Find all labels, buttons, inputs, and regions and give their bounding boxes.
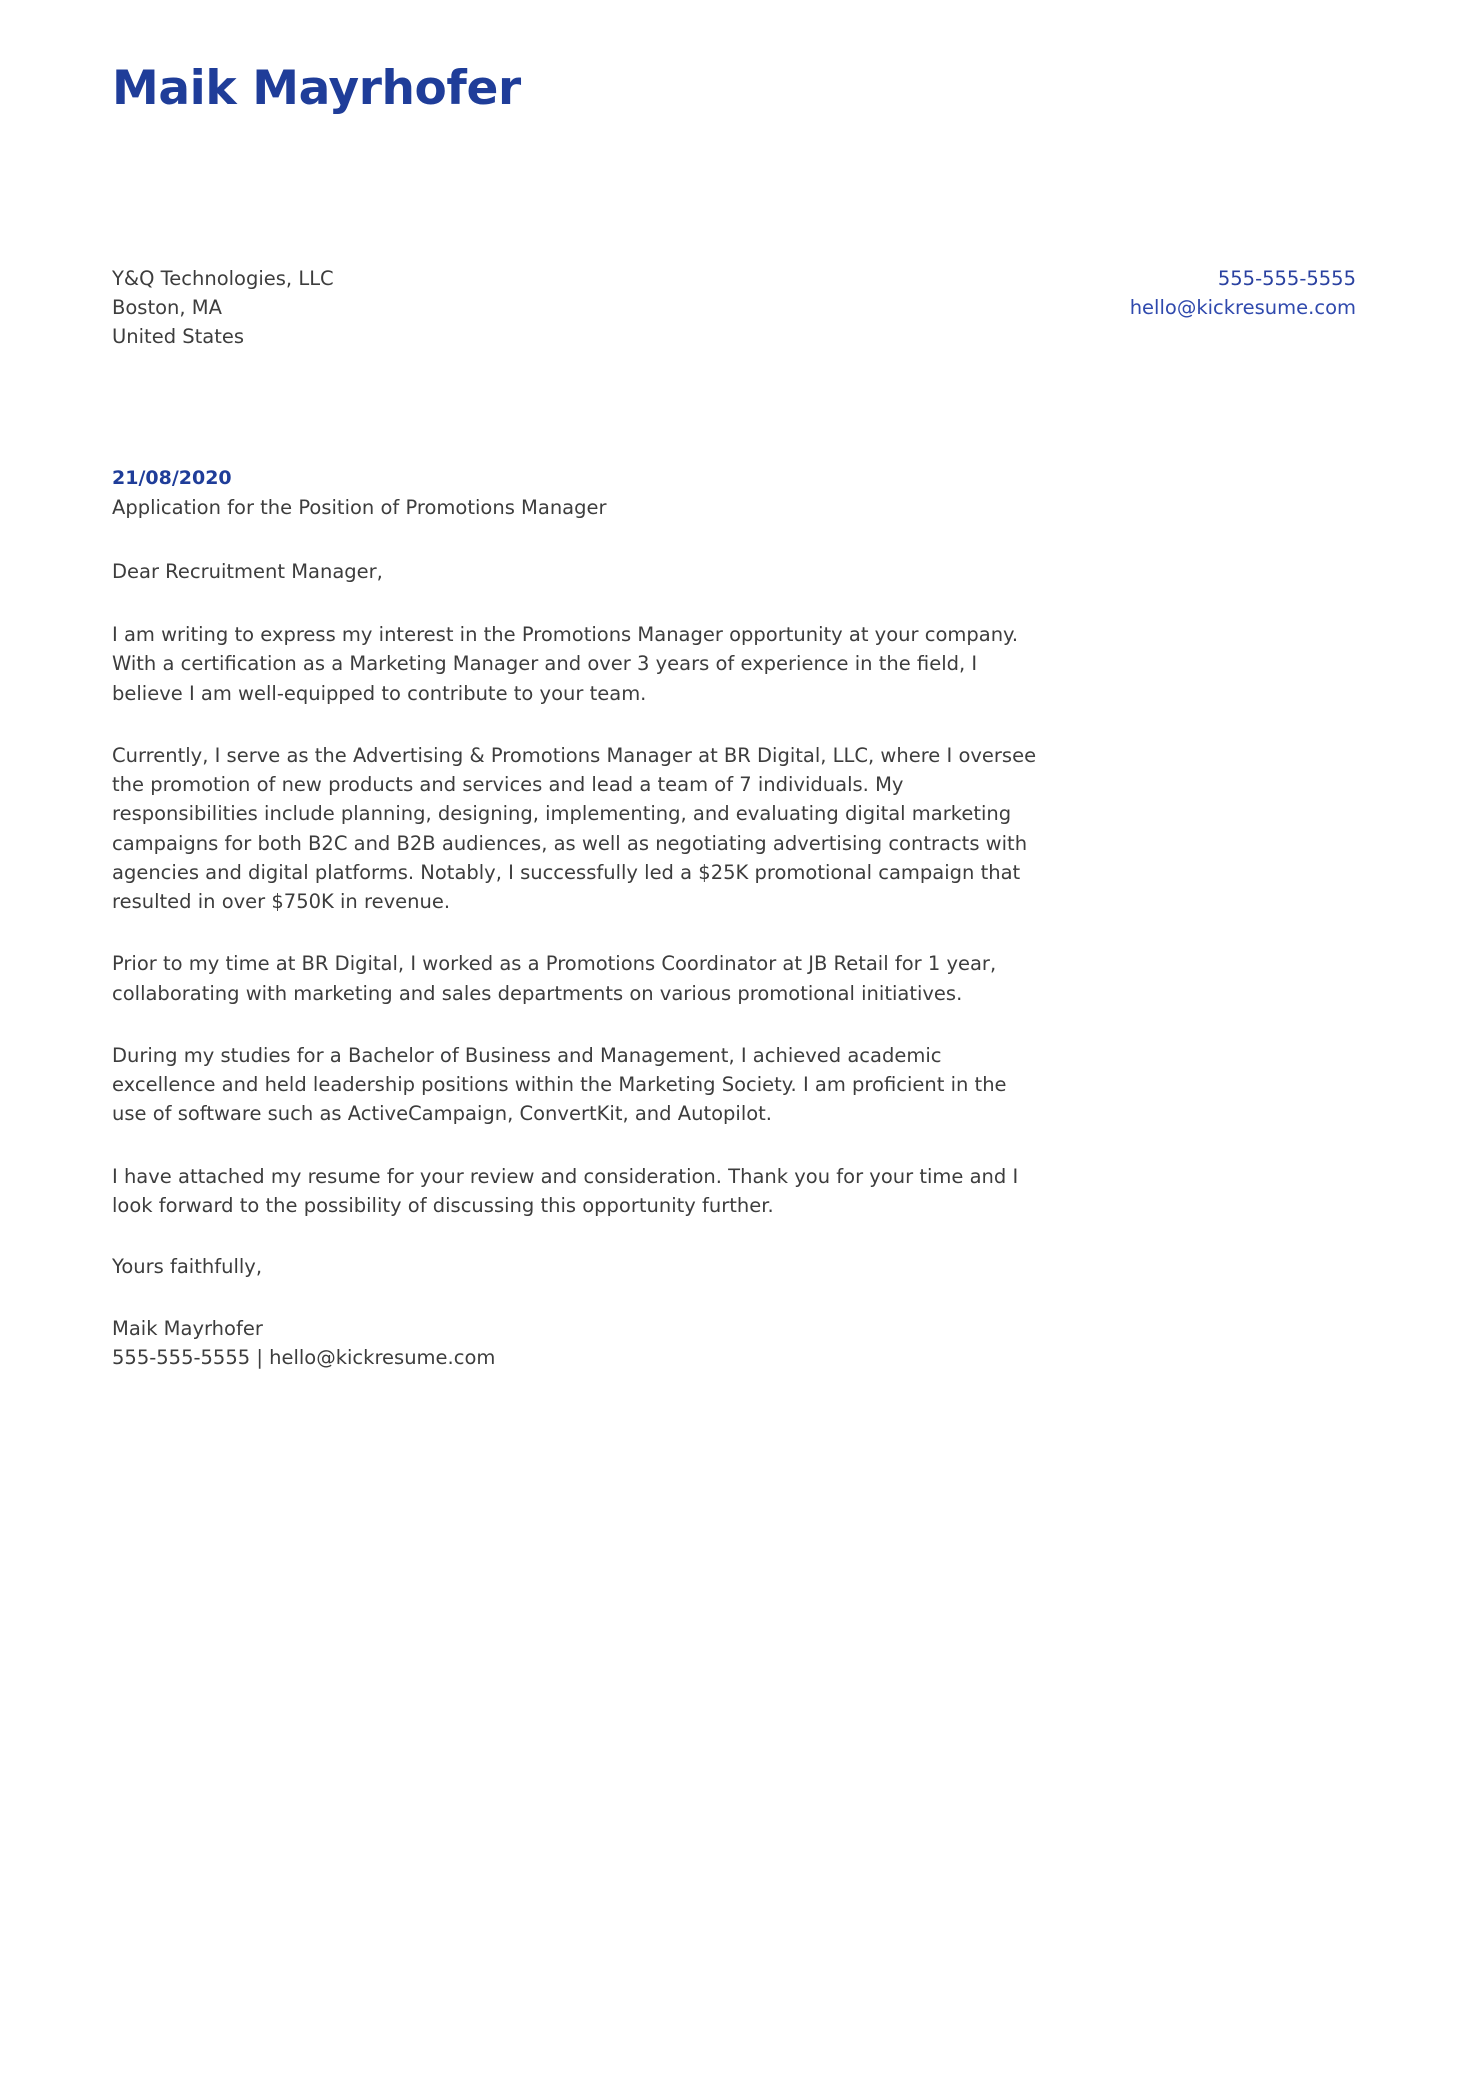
recipient-address-block bbox=[112, 265, 334, 352]
letter-body bbox=[112, 465, 1037, 1373]
letter-paragraph: I have attached my resume for your review and consideration. Thank you for your time and I look forward to the possibility of discussing this opportunity further. bbox=[112, 1164, 1019, 1217]
applicant-name: Maik Mayrhofer bbox=[112, 61, 521, 116]
sender-email[interactable]: hello@kickresume.com bbox=[1129, 295, 1356, 319]
sender-phone[interactable]: 555-555-5555 bbox=[1217, 267, 1356, 290]
letter-closing: Yours faithfully, bbox=[112, 1255, 263, 1279]
signature-block bbox=[112, 1315, 1037, 1373]
letter-subject: Application for the Position of Promotions Manager bbox=[112, 495, 607, 519]
letter-paragraph: During my studies for a Bachelor of Business and Management, I achieved academic excellence and held leadership positions within the Marketing Society. I am proficient in the use of software such as ActiveCampaign, ConvertKit, and Autopilot. bbox=[112, 1043, 1007, 1126]
address-contact-row bbox=[112, 265, 1356, 352]
recipient-company: Y&Q Technologies, LLC bbox=[112, 267, 334, 290]
signature-contact: 555-555-5555 | hello@kickresume.com bbox=[112, 1346, 496, 1370]
letter-date: 21/08/2020 bbox=[112, 467, 232, 489]
letter-header bbox=[112, 62, 1356, 116]
letter-paragraph: Prior to my time at BR Digital, I worked as a Promotions Coordinator at JB Retail for 1 year, collaborating with marketing and sales departments on various promotional initiatives. bbox=[112, 952, 997, 1005]
recipient-city-state: Boston, MA bbox=[112, 295, 222, 319]
letter-salutation: Dear Recruitment Manager, bbox=[112, 559, 383, 583]
sender-contact-block bbox=[1130, 265, 1356, 323]
letter-paragraph: I am writing to express my interest in the Promotions Manager opportunity at your company. With a certification as a Marketing Manager and over 3 years of experience in the field, I believe I am well-equipped to contribute to your team. bbox=[112, 623, 1019, 705]
letter-paragraph: Currently, I serve as the Advertising & Promotions Manager at BR Digital, LLC, where I oversee the promotion of new products and services and lead a team of 7 individuals. My responsibilities include planning, designing, implementing, and evaluating digital marketing campaigns for both B2C and B2B audiences, as well as negotiating advertising contracts with agencies and digital platforms. Notably, I successfully led a $25K promotional campaign that resulted in over $750K in revenue. bbox=[112, 743, 1037, 914]
signature-name: Maik Mayrhofer bbox=[112, 1317, 263, 1341]
recipient-country: United States bbox=[112, 324, 245, 348]
